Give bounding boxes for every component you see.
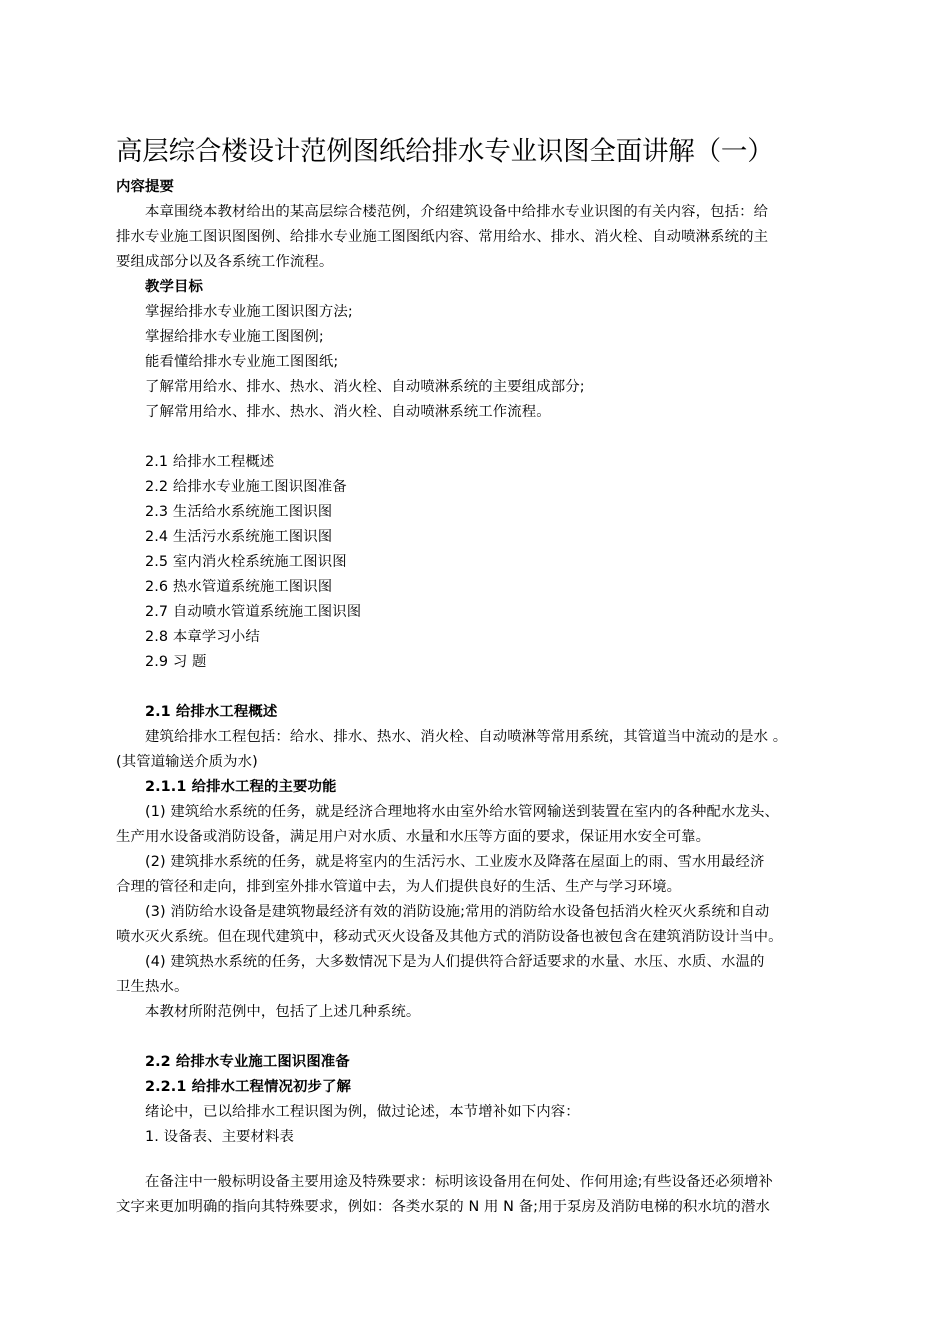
toc-item: 2.5 室内消火栓系统施工图识图 — [145, 554, 347, 570]
body-line: 喷水灭火系统。但在现代建筑中，移动式灭火设备及其他方式的消防设备也被包含在建筑消防设计当中。 — [116, 929, 783, 945]
body-line: 建筑给排水工程包括：给水、排水、热水、消火栓、自动喷淋等常用系统，其管道当中流动的是水 。 — [145, 729, 788, 745]
body-line: (2) 建筑排水系统的任务，就是将室内的生活污水、工业废水及降落在屋面上的雨、雪水用最经济 — [145, 854, 765, 870]
body-line: 本教材所附范例中，包括了上述几种系统。 — [145, 1004, 421, 1020]
summary-line: 要组成部分以及各系统工作流程。 — [116, 254, 334, 270]
toc-item: 2.3 生活给水系统施工图识图 — [145, 504, 333, 520]
body-line: 绪论中，已以给排水工程识图为例，做过论述，本节增补如下内容： — [145, 1104, 580, 1120]
toc-item: 2.9 习 题 — [145, 654, 207, 670]
body-line: (其管道输送介质为水) — [116, 754, 258, 770]
body-line: 1. 设备表、主要材料表 — [145, 1129, 295, 1145]
summary-heading: 内容提要 — [116, 179, 174, 195]
toc-item: 2.8 本章学习小结 — [145, 629, 260, 645]
body-line: (1) 建筑给水系统的任务，就是经济合理地将水由室外给水管网输送到装置在室内的各种配水龙头、 — [145, 804, 779, 820]
body-line: 生产用水设备或消防设备，满足用户对水质、水量和水压等方面的要求，保证用水安全可靠。 — [116, 829, 711, 845]
body-line: 文字来更加明确的指向其特殊要求，例如：各类水泵的 N 用 N 备;用于泵房及消防电梯的积水坑的潜水 — [116, 1199, 770, 1215]
toc-item: 2.7 自动喷水管道系统施工图识图 — [145, 604, 362, 620]
goal-item: 了解常用给水、排水、热水、消火栓、自动喷淋系统的主要组成部分; — [145, 379, 585, 395]
summary-line: 本章围绕本教材给出的某高层综合楼范例，介绍建筑设备中给排水专业识图的有关内容，包括：给 — [145, 204, 769, 220]
subsection-heading: 2.1.1 给排水工程的主要功能 — [145, 779, 337, 795]
goals-heading: 教学目标 — [145, 279, 203, 295]
goal-item: 掌握给排水专业施工图识图方法; — [145, 304, 353, 320]
toc-item: 2.1 给排水工程概述 — [145, 454, 275, 470]
toc-item: 2.4 生活污水系统施工图识图 — [145, 529, 333, 545]
section-heading: 2.2 给排水专业施工图识图准备 — [145, 1054, 350, 1070]
body-line: 在备注中一般标明设备主要用途及特殊要求：标明该设备用在何处、作何用途;有些设备还必须增补 — [145, 1174, 774, 1190]
summary-line: 排水专业施工图识图图例、给排水专业施工图图纸内容、常用给水、排水、消火栓、自动喷淋系统的主 — [116, 229, 769, 245]
body-line: 卫生热水。 — [116, 979, 189, 995]
goal-item: 了解常用给水、排水、热水、消火栓、自动喷淋系统工作流程。 — [145, 404, 551, 420]
toc-item: 2.2 给排水专业施工图识图准备 — [145, 479, 347, 495]
goal-item: 能看懂给排水专业施工图图纸; — [145, 354, 339, 370]
body-line: 合理的管径和走向，排到室外排水管道中去，为人们提供良好的生活、生产与学习环境。 — [116, 879, 682, 895]
section-heading: 2.1 给排水工程概述 — [145, 704, 278, 720]
body-line: (4) 建筑热水系统的任务，大多数情况下是为人们提供符合舒适要求的水量、水压、水质、水温的 — [145, 954, 765, 970]
page-title: 高层综合楼设计范例图纸给排水专业识图全面讲解（一） — [116, 136, 774, 167]
body-line: (3) 消防给水设备是建筑物最经济有效的消防设施;常用的消防给水设备包括消火栓灭火系统和自动 — [145, 904, 770, 920]
toc-item: 2.6 热水管道系统施工图识图 — [145, 579, 333, 595]
subsection-heading: 2.2.1 给排水工程情况初步了解 — [145, 1079, 351, 1095]
goal-item: 掌握给排水专业施工图图例; — [145, 329, 324, 345]
